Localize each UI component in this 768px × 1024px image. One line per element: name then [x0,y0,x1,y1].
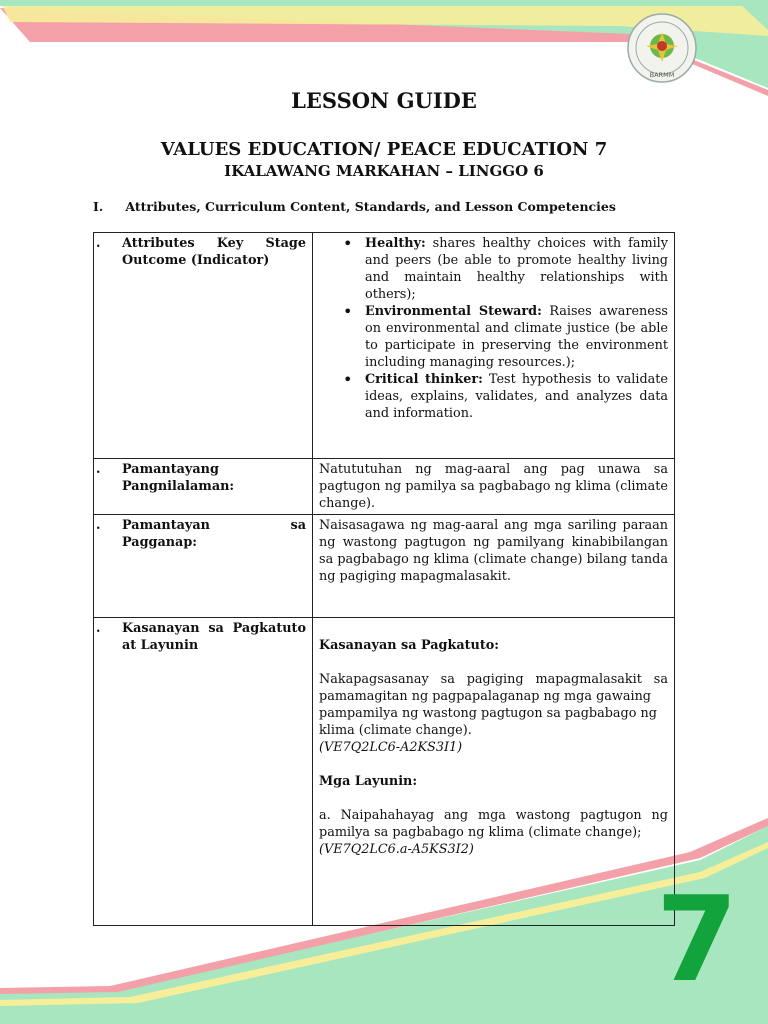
section-heading [93,199,616,214]
competency-heading: Kasanayan sa Pagkatuto: [319,638,500,653]
barmm-seal-icon [626,12,698,84]
content-standard-label: Pamantayang Pangnilalaman: [122,462,235,494]
attributes-list [319,235,668,422]
row-label: . Attributes Key Stage Outcome (Indicator) [94,233,313,459]
competency-table [93,232,675,926]
list-item: • Healthy: shares healthy choices with family and peers (be able to promote healthy living and maintain healthy relationships with others); [319,235,668,303]
objective-a: a. Naipahahayag ang mga wastong pagtugon ng pamilya sa pagbabago ng klima (climate change); [319,808,668,840]
performance-standard-label: Pamantayan sa Pagganap: [122,518,306,550]
table-row [94,515,675,618]
table-row [94,233,675,459]
performance-standard-text: Naisasagawa ng mag-aaral ang mga sariling paraan ng wastong pagtugon ng pamilyang kinabibilangan sa pagbabago ng klima (climate change) bilang tanda ng pagiging mapagmalasakit. [313,515,675,618]
competency-code: (VE7Q2LC6-A2KS3I1) [319,740,463,755]
row-content [313,618,675,926]
row-label: . Pamantayang Pangnilalaman: [94,459,313,515]
row-label: . Kasanayan sa Pagkatuto at Layunin [94,618,313,926]
attributes-label: Attributes Key Stage Outcome (Indicator) [122,236,306,268]
quarter-week: IKALAWANG MARKAHAN – LINGGO 6 [224,162,544,180]
objective-code: (VE7Q2LC6.a-A5KS3I2) [319,842,474,857]
list-item: • Critical thinker: Test hypothesis to validate ideas, explains, validates, and analyzes data and information. [319,371,668,422]
objectives-heading: Mga Layunin: [319,774,418,789]
table-row [94,459,675,515]
row-content [313,233,675,459]
competency-label: Kasanayan sa Pagkatuto at Layunin [122,621,306,653]
section-title: Attributes, Curriculum Content, Standards, and Lesson Competencies [125,199,616,214]
list-item: • Environmental Steward: Raises awareness on environmental and climate justice (be able to participate in preserving the environment including managing resources.); [319,303,668,371]
seal-label: BARMM [649,71,675,79]
grade-number: 7 [656,870,739,1008]
subject-title: VALUES EDUCATION/ PEACE EDUCATION 7 [160,139,608,160]
section-number: I. [93,199,104,214]
content-standard-text: Natututuhan ng mag-aaral ang pag unawa sa pagtugon ng pamilya sa pagbabago ng klima (climate change). [313,459,675,515]
competency-text-2: pampamilya ng wastong pagtugon sa pagbabago ng klima (climate change). [319,706,657,738]
row-label: . Pamantayan sa Pagganap: [94,515,313,618]
competency-text-1: Nakapagsasanay sa pagiging mapagmalasakit sa pamamagitan ng pagpapalaganap ng mga gawaing [319,672,668,704]
table-row [94,618,675,926]
page-title: LESSON GUIDE [291,88,477,113]
